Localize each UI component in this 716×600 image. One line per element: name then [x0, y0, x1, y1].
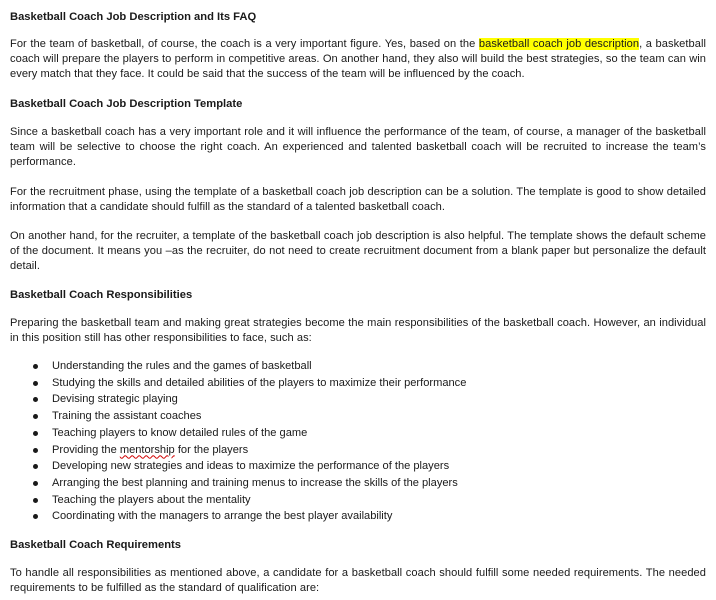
spellcheck-flagged-word[interactable]: mentorship: [119, 443, 175, 456]
responsibilities-list: [10, 358, 706, 525]
bullet-icon: [33, 431, 38, 436]
template-heading: Basketball Coach Job Description Template: [10, 98, 243, 110]
bullet-icon: [33, 464, 38, 469]
list-item-text: Studying the skills and detailed abilities of the players to maximize their performance: [52, 376, 467, 389]
requirements-heading: Basketball Coach Requirements: [10, 539, 181, 551]
list-item: [10, 475, 706, 492]
intro-paragraph: [10, 37, 706, 83]
list-item-text: Arranging the best planning and training menus to increase the skills of the players: [52, 476, 458, 489]
template-paragraph-2: For the recruitment phase, using the template of a basketball coach job description can be a solution. The template is good to show detailed information that a candidate should fulfill as the standard of a talented basketball coach.: [10, 186, 706, 214]
template-paragraph-3: On another hand, for the recruiter, a template of the basketball coach job description is also helpful. The template shows the default scheme of the document. It means you –as the recruiter, do not need to create recruitment document from a blank paper but personalize the default detail.: [10, 230, 706, 273]
list-item: [10, 492, 706, 509]
list-item: [10, 458, 706, 475]
list-item-text: Understanding the rules and the games of basketball: [52, 360, 312, 372]
responsibilities-intro: Preparing the basketball team and making great strategies become the main responsibilities of the basketball coach. However, an individual in this position still has other responsibilities to face, such as:: [10, 317, 706, 345]
bullet-icon: [33, 381, 38, 386]
list-item-text: Coordinating with the managers to arrange the best player availability: [52, 510, 393, 523]
requirements-intro: To handle all responsibilities as mentioned above, a candidate for a basketball coach should fulfill some needed requirements. The needed requirements to be fulfilled as the standard of qualification are:: [10, 567, 706, 595]
list-item-text-after: for the players: [174, 443, 249, 456]
highlighted-link-text[interactable]: basketball coach job description: [478, 38, 640, 50]
document-title: Basketball Coach Job Description and Its FAQ: [10, 11, 257, 23]
list-item-text: Teaching the players about the mentality: [52, 493, 251, 506]
bullet-icon: [33, 414, 38, 419]
list-item: [10, 442, 706, 459]
list-item: [10, 408, 706, 425]
bullet-icon: [33, 397, 38, 402]
list-item: [10, 375, 706, 392]
responsibilities-heading: Basketball Coach Responsibilities: [10, 289, 193, 301]
list-item-text-before: Providing the: [52, 443, 120, 456]
bullet-icon: [33, 481, 38, 486]
list-item: [10, 391, 706, 408]
list-item-text: Devising strategic playing: [52, 393, 178, 406]
list-item: [10, 425, 706, 442]
bullet-icon: [33, 498, 38, 503]
bullet-icon: [33, 448, 38, 453]
list-item: [10, 358, 706, 375]
intro-text-before: For the team of basketball, of course, the coach is a very important figure. Yes, based on the: [10, 38, 479, 50]
intro-text-after: , a basketball coach will prepare the players to perform in competitive areas. On another hand, they also will build the best strategies, so the team can win every match that they face. It could be said that the success of the team will be influenced by the coach.: [10, 38, 707, 81]
bullet-icon: [33, 364, 38, 369]
list-item: [10, 508, 706, 525]
list-item-text: Training the assistant coaches: [52, 410, 202, 423]
bullet-icon: [33, 514, 38, 519]
template-paragraph-1: Since a basketball coach has a very important role and it will influence the performance of the team, of course, a manager of the basketball team will be selective to choose the right coach. An experienced and talented basketball coach will be recruited to increase the team’s performance.: [10, 126, 706, 169]
list-item-text: Teaching players to know detailed rules of the game: [52, 426, 308, 439]
list-item-text: Developing new strategies and ideas to maximize the performance of the players: [52, 460, 450, 473]
